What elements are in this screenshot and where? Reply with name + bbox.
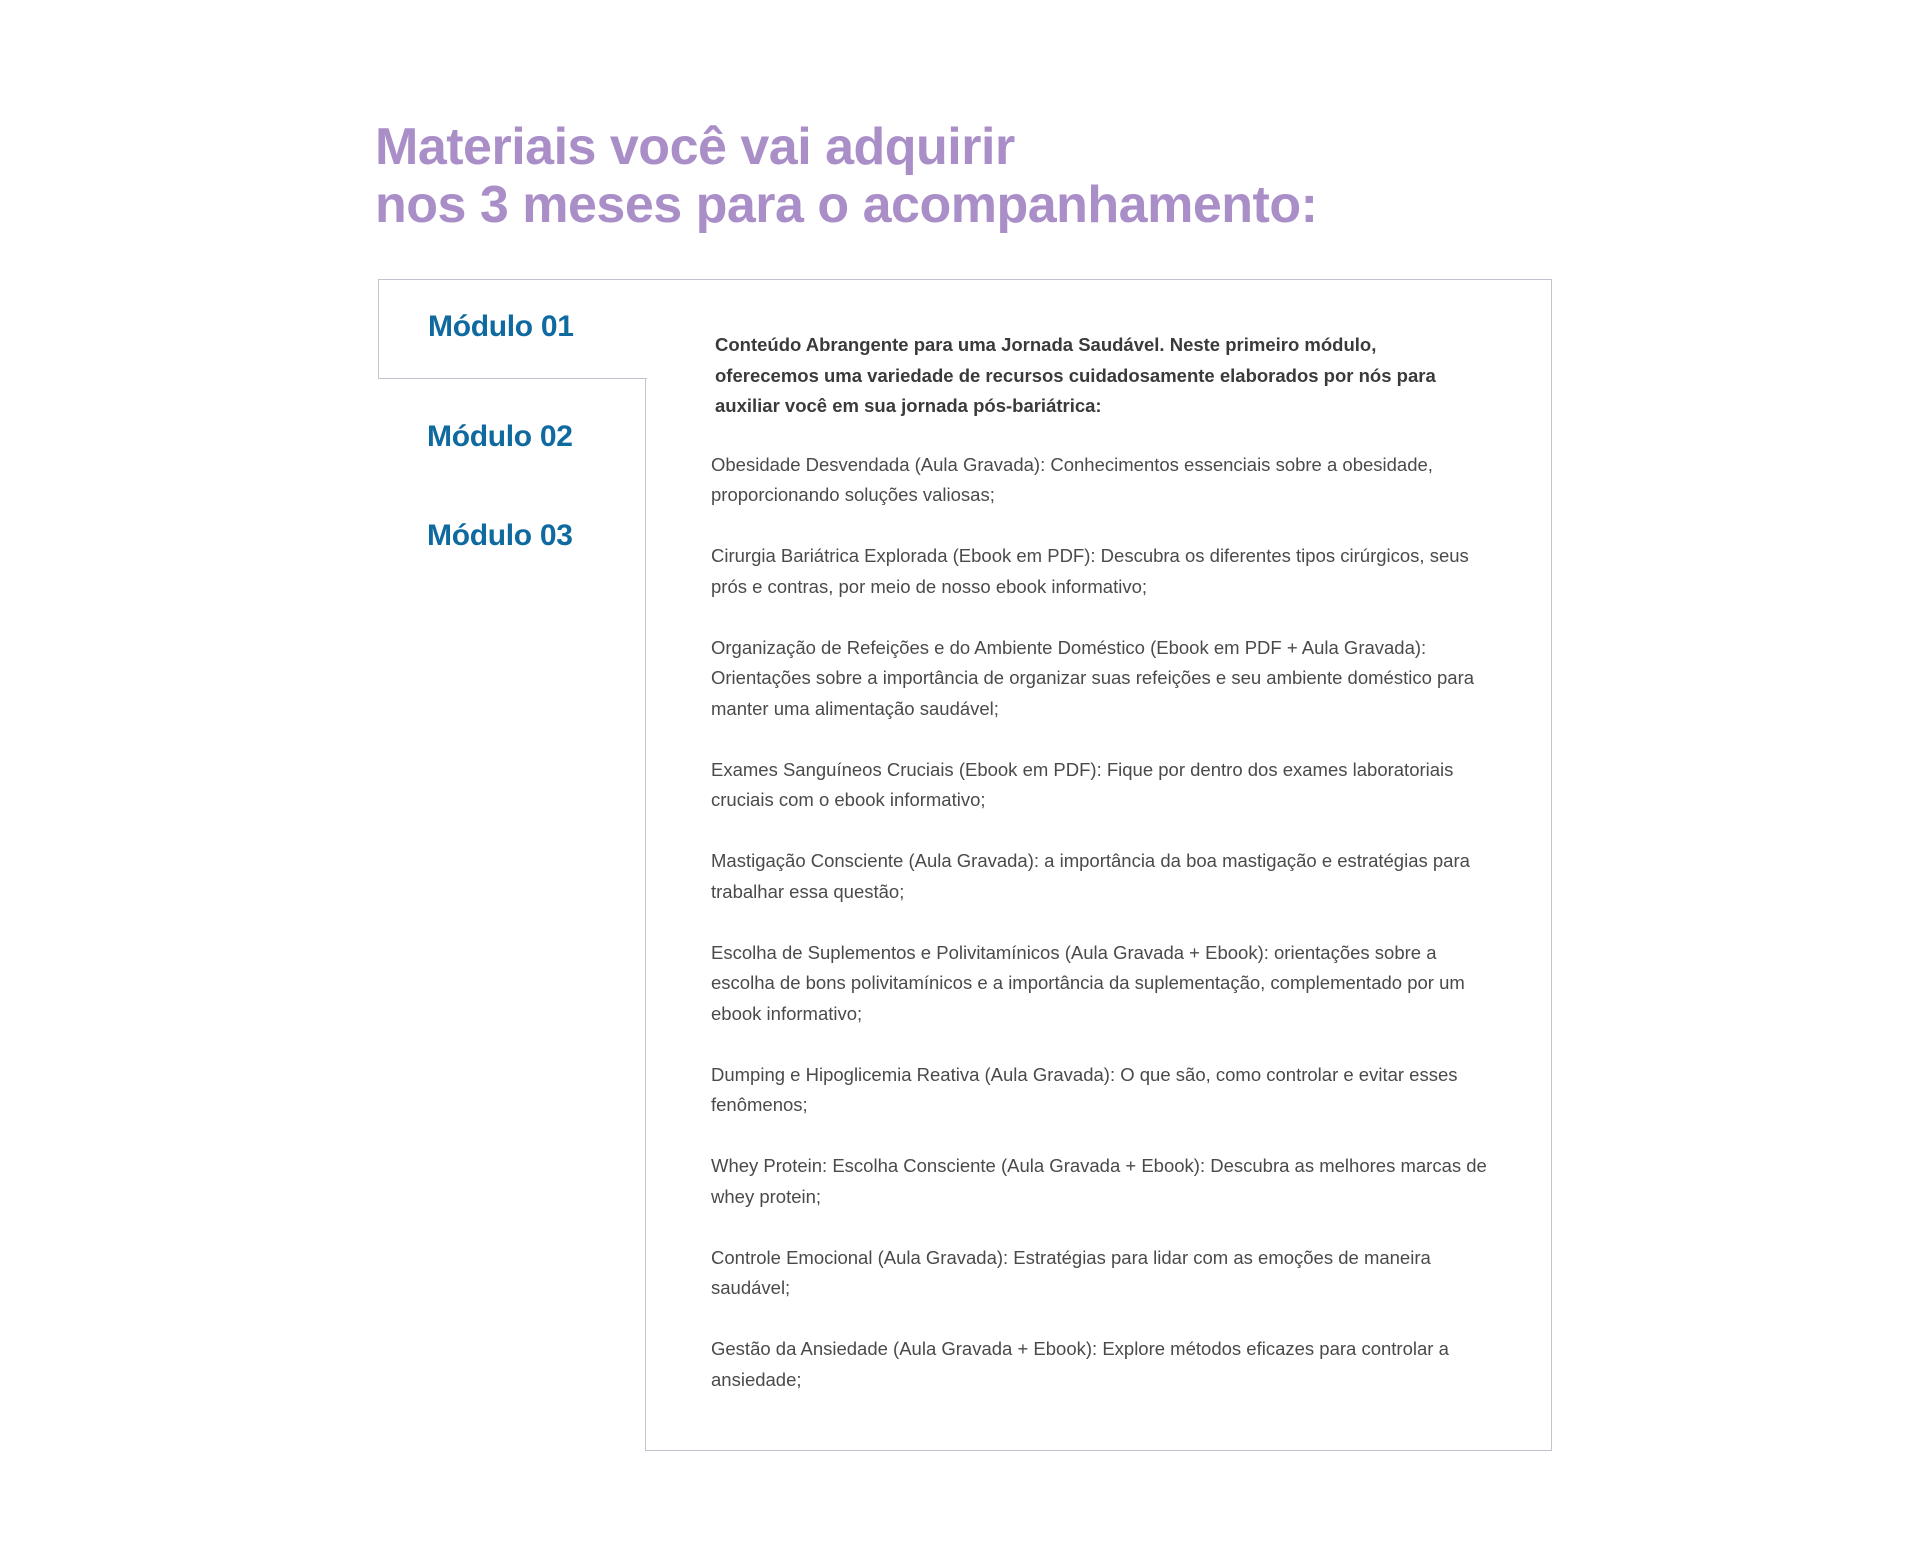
tab-label: Módulo 01 [428, 310, 574, 343]
list-item: Cirurgia Bariátrica Explorada (Ebook em PDF): Descubra os diferentes tipos cirúrgicos, seus prós e contras, por meio de nosso ebook informativo; [711, 545, 1469, 597]
list-item: Mastigação Consciente (Aula Gravada): a importância da boa mastigação e estratégias para trabalhar essa questão; [711, 850, 1470, 902]
module-content [711, 330, 1491, 1426]
tab-modulo-03[interactable] [378, 486, 646, 586]
list-item: Dumping e Hipoglicemia Reativa (Aula Gravada): O que são, como controlar e evitar esses fenômenos; [711, 1063, 1458, 1115]
tab-label: Módulo 02 [427, 420, 573, 453]
list-item: Organização de Refeições e do Ambiente Doméstico (Ebook em PDF + Aula Gravada): Orientações sobre a importância de organizar suas refeições e seu ambiente doméstico para manter uma alimentação saudável; [711, 636, 1475, 719]
page-title-line-2: nos 3 meses para o acompanhamento: [375, 176, 1318, 234]
tab-modulo-02[interactable] [378, 387, 646, 487]
page-title-line-1: Materiais você vai adquirir [375, 118, 1015, 176]
list-item: Controle Emocional (Aula Gravada): Estratégias para lidar com as emoções de maneira saudável; [711, 1246, 1431, 1298]
module-intro: Conteúdo Abrangente para uma Jornada Saudável. Neste primeiro módulo, oferecemos uma variedade de recursos cuidadosamente elaborados por nós para auxiliar você em sua jornada pós-bariátrica: [715, 334, 1436, 416]
list-item: Gestão da Ansiedade (Aula Gravada + Ebook): Explore métodos eficazes para controlar a ansiedade; [711, 1338, 1449, 1390]
page-title [375, 118, 1317, 234]
list-item: Obesidade Desvendada (Aula Gravada): Conhecimentos essenciais sobre a obesidade, proporcionando soluções valiosas; [711, 453, 1433, 505]
list-item: Whey Protein: Escolha Consciente (Aula Gravada + Ebook): Descubra as melhores marcas de whey protein; [711, 1155, 1487, 1207]
list-item: Escolha de Suplementos e Polivitamínicos (Aula Gravada + Ebook): orientações sobre a escolha de bons polivitamínicos e a importância da suplementação, complementado por um ebook informativo; [711, 941, 1465, 1024]
module-item-list [711, 450, 1491, 1396]
tab-modulo-01[interactable] [378, 279, 647, 379]
list-item: Exames Sanguíneos Cruciais (Ebook em PDF): Fique por dentro dos exames laboratoriais cruciais com o ebook informativo; [711, 758, 1454, 810]
tab-label: Módulo 03 [427, 519, 573, 552]
